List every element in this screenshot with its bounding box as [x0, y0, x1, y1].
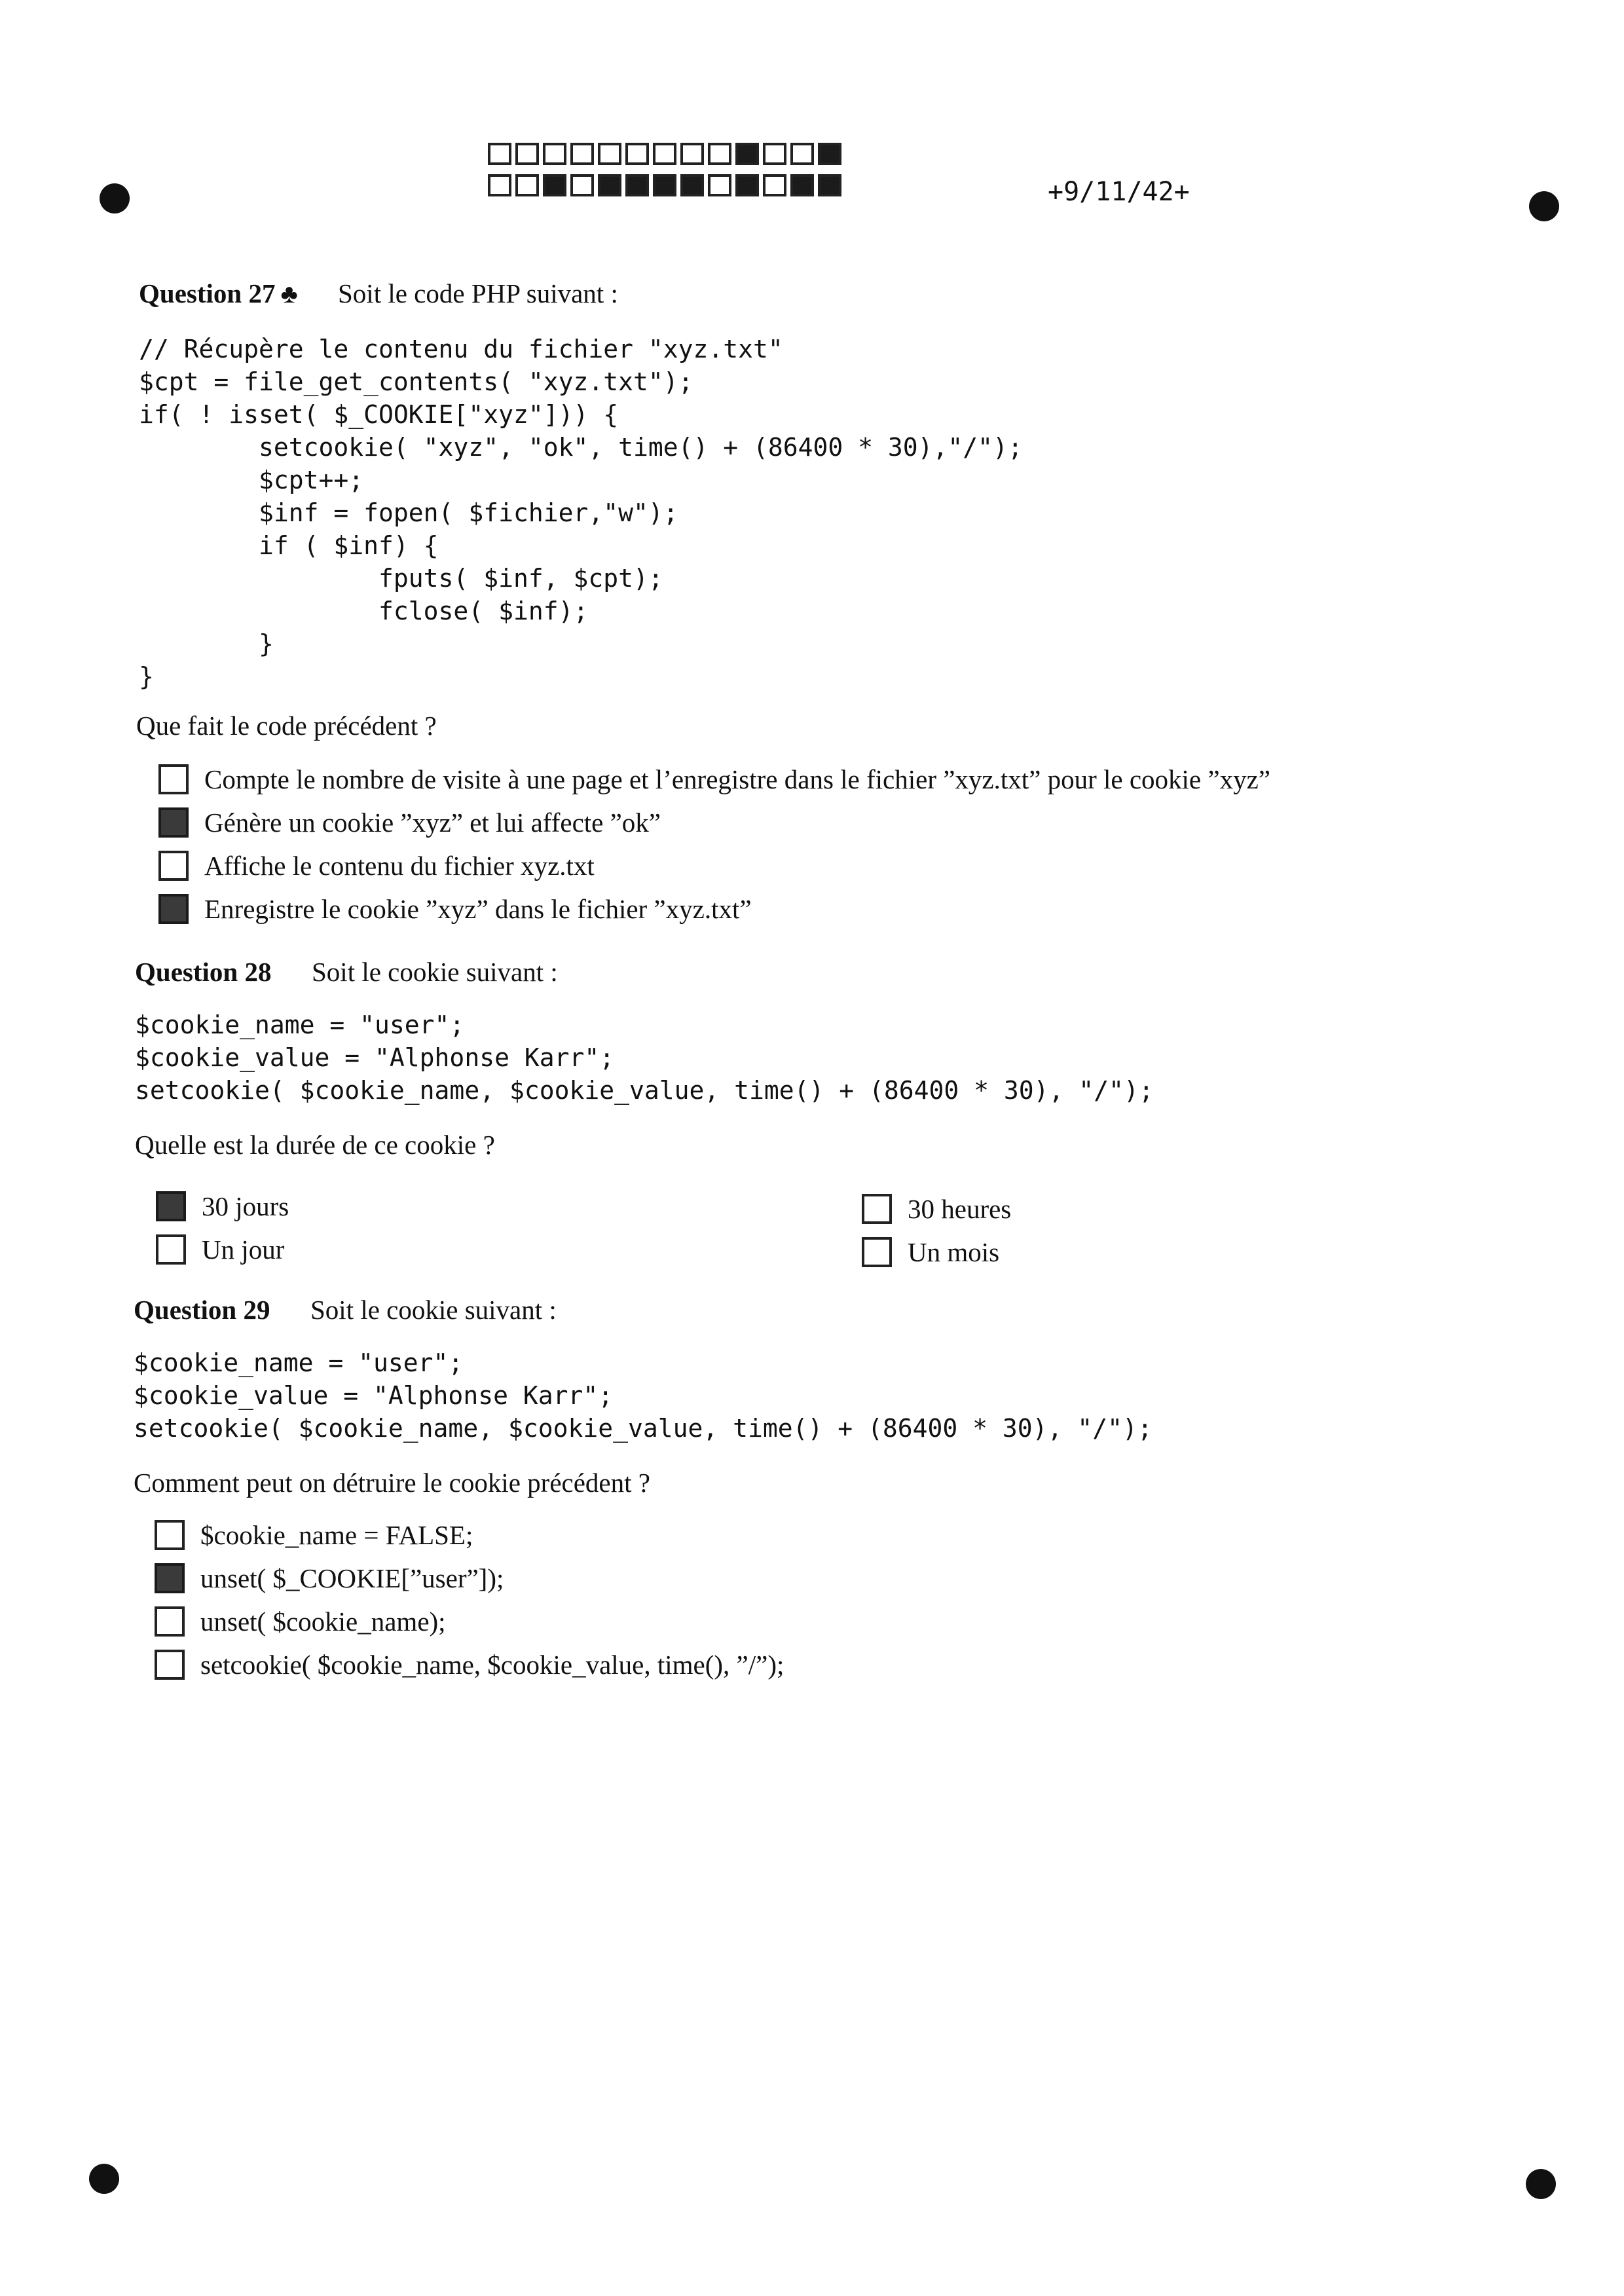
answer-label: unset( $_COOKIE[”user”]); [200, 1563, 504, 1593]
code-block: $cookie_name = "user"; $cookie_value = "Alphonse Karr"; setcookie( $cookie_name, $cookie_value, time() + (86400 * 30), "/"); [135, 1010, 1154, 1105]
id-code-cell [653, 143, 676, 165]
answer-label: $cookie_name = FALSE; [200, 1520, 473, 1550]
question-intro: Soit le cookie suivant : [312, 957, 558, 987]
id-code-cell [515, 174, 539, 196]
checkbox[interactable] [862, 1194, 892, 1224]
answer-option[interactable] [155, 1649, 784, 1680]
answer-label: Un jour [202, 1234, 285, 1265]
question-29-heading [134, 1294, 270, 1325]
question-prompt: Quelle est la durée de ce cookie ? [135, 1130, 495, 1160]
id-code-cell [543, 174, 566, 196]
page-code: +9/11/42+ [1048, 177, 1190, 207]
checkbox[interactable] [158, 851, 189, 881]
code-block: // Récupère le contenu du fichier "xyz.txt" $cpt = file_get_contents( "xyz.txt"); if( ! isset( $_COOKIE["xyz"])) { setcookie( "xyz", "ok", time() + (86400 * 30),"/"); $cpt++; $inf = fopen( $fichier,"w"); if ( $inf) { fputs( $inf, $cpt); fclose( $inf); } } [139, 335, 1023, 691]
id-code-cell [680, 174, 704, 196]
question-28-heading [135, 956, 271, 988]
id-code-cell [680, 143, 704, 165]
question-number: Question 29 [134, 1295, 270, 1325]
registration-dot-bottom-left [89, 2164, 119, 2194]
answer-option[interactable] [155, 1519, 473, 1551]
id-code-cell [625, 174, 649, 196]
answer-option[interactable] [158, 807, 661, 838]
question-number: Question 28 [135, 957, 272, 987]
checkbox[interactable] [156, 1234, 186, 1265]
answer-label: Compte le nombre de visite à une page et l’enregistre dans le fichier ”xyz.txt” pour le cookie ”xyz” [204, 764, 1270, 794]
id-code-cell [570, 174, 594, 196]
answer-option[interactable] [862, 1193, 1011, 1225]
answer-option[interactable] [155, 1606, 446, 1637]
code-block: $cookie_name = "user"; $cookie_value = "Alphonse Karr"; setcookie( $cookie_name, $cookie_value, time() + (86400 * 30), "/"); [134, 1348, 1153, 1443]
id-code-cell [790, 174, 814, 196]
id-code-cell [625, 143, 649, 165]
id-code-cell [708, 174, 731, 196]
id-code-cell [488, 143, 511, 165]
answer-option[interactable] [158, 850, 595, 881]
question-prompt: Que fait le code précédent ? [136, 711, 437, 741]
id-code-cell [598, 174, 621, 196]
question-prompt: Comment peut on détruire le cookie précédent ? [134, 1468, 650, 1498]
answer-option[interactable] [156, 1191, 289, 1222]
registration-dot-top-left [100, 183, 130, 213]
id-code-cell [763, 174, 786, 196]
id-code-cell [735, 174, 759, 196]
checkbox[interactable] [158, 894, 189, 924]
id-code-cell [653, 174, 676, 196]
id-code-cell [543, 143, 566, 165]
checkbox[interactable] [156, 1191, 186, 1221]
registration-dot-bottom-right [1526, 2169, 1556, 2199]
id-code-row-1 [488, 143, 845, 165]
answer-option[interactable] [158, 893, 752, 925]
checkbox[interactable] [155, 1520, 185, 1550]
id-code-cell [763, 143, 786, 165]
registration-dot-top-right [1529, 191, 1559, 221]
checkbox[interactable] [158, 807, 189, 838]
checkbox[interactable] [158, 764, 189, 794]
answer-option[interactable] [155, 1563, 504, 1594]
answer-label: Affiche le contenu du fichier xyz.txt [204, 851, 595, 881]
checkbox[interactable] [155, 1650, 185, 1680]
id-code-cell [818, 174, 841, 196]
checkbox[interactable] [155, 1563, 185, 1593]
id-code-cell [515, 143, 539, 165]
id-code-cell [790, 143, 814, 165]
answer-label: Génère un cookie ”xyz” et lui affecte ”ok” [204, 807, 661, 838]
id-code-cell [488, 174, 511, 196]
answer-label: 30 heures [908, 1194, 1012, 1224]
question-intro: Soit le cookie suivant : [310, 1295, 557, 1325]
answer-label: 30 jours [202, 1191, 289, 1221]
checkbox[interactable] [862, 1237, 892, 1267]
answer-option[interactable] [158, 764, 1270, 795]
club-marker-icon: ♣ [280, 279, 298, 308]
answer-label: Enregistre le cookie ”xyz” dans le fichier ”xyz.txt” [204, 894, 752, 924]
answer-option[interactable] [862, 1236, 999, 1268]
id-code-cell [818, 143, 841, 165]
id-code-cell [570, 143, 594, 165]
id-code-cell [735, 143, 759, 165]
id-code-cell [708, 143, 731, 165]
answer-option[interactable] [156, 1234, 284, 1265]
question-number: Question 27 [139, 278, 276, 308]
question-27-heading [139, 278, 298, 309]
checkbox[interactable] [155, 1606, 185, 1637]
answer-label: unset( $cookie_name); [200, 1606, 446, 1637]
question-intro: Soit le code PHP suivant : [338, 278, 618, 308]
id-code-cell [598, 143, 621, 165]
id-code-row-2 [488, 174, 845, 196]
answer-label: Un mois [908, 1237, 1000, 1267]
answer-label: setcookie( $cookie_name, $cookie_value, time(), ”/”); [200, 1650, 784, 1680]
